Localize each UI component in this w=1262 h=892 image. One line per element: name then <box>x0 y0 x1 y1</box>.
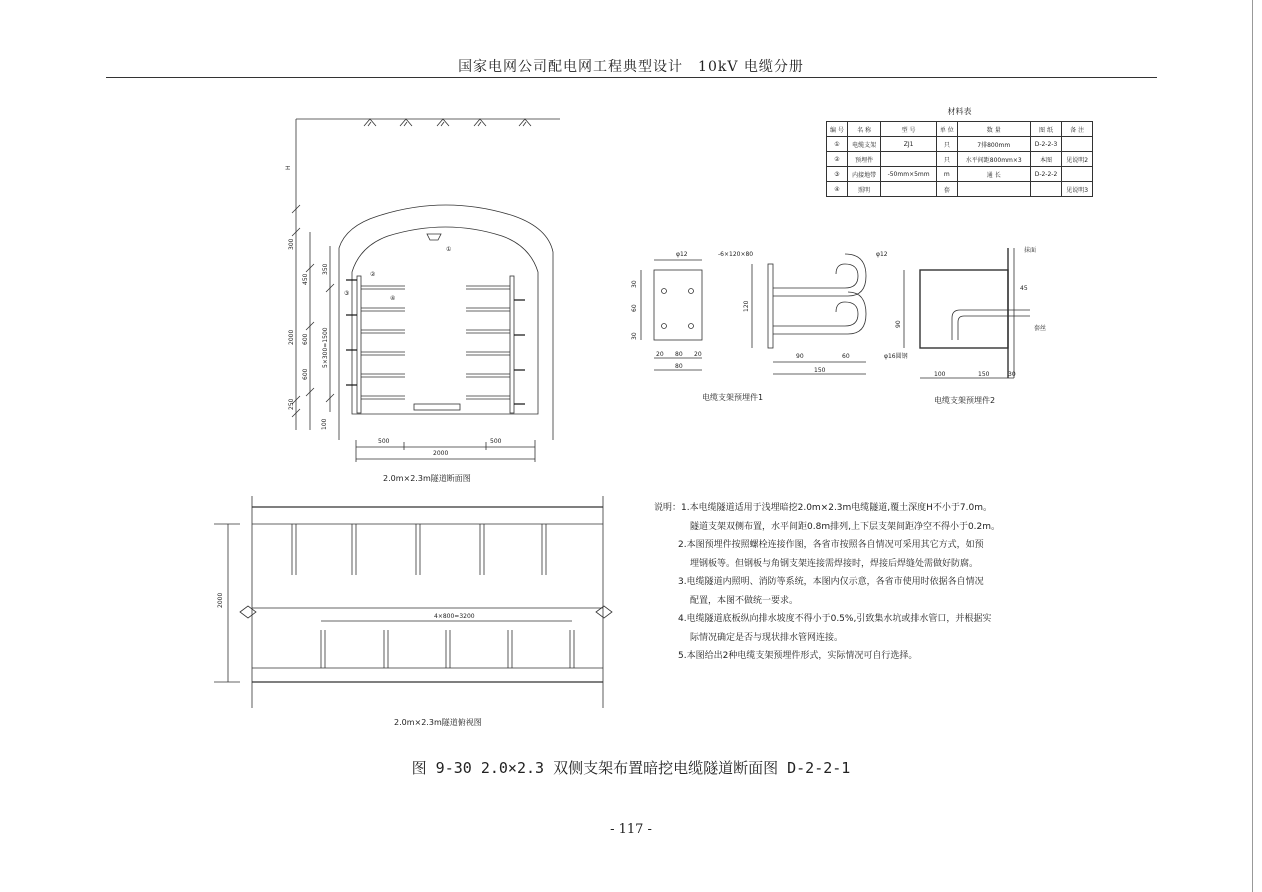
embed1-hook-top <box>773 264 858 288</box>
dim-350: 350 <box>322 263 329 275</box>
table-cell: 预埋件 <box>847 152 880 167</box>
dim-250: 250 <box>288 398 295 410</box>
embed1-hook-bottom <box>773 302 858 326</box>
dim-500-right: 500 <box>490 438 502 445</box>
note-line: 2.本图预埋件按照螺栓连接作图，各省市按照各自情况可采用其它方式，如预 <box>678 540 984 550</box>
light-fixture <box>427 234 441 240</box>
table-cell: -50mm×5mm <box>881 167 937 182</box>
embed2-dim-90: 90 <box>895 320 902 328</box>
table-cell: 通 长 <box>957 167 1030 182</box>
embed2-label: 电缆支架预埋件2 <box>934 396 996 405</box>
table-cell: 见说明3 <box>1062 182 1093 197</box>
plan-brackets-bottom <box>321 630 574 668</box>
table-cell: 7排800mm <box>957 137 1030 152</box>
embed1-dim-80b: 80 <box>675 363 683 370</box>
dim-300: 300 <box>288 238 295 250</box>
table-cell: ① <box>827 137 848 152</box>
right-bracket-column <box>510 276 514 413</box>
embed1-dim-120: 120 <box>743 300 750 312</box>
table-cell: 只 <box>936 152 957 167</box>
table-cell: 本图 <box>1030 152 1062 167</box>
col-header: 图 纸 <box>1030 122 1062 137</box>
table-row <box>827 167 1093 182</box>
page-number: - 117 - <box>610 822 652 837</box>
note-line: 3.电缆隧道内照明、消防等系统，本图内仅示意，各省市使用时依据各自情况 <box>678 577 984 587</box>
material-table-title: 材料表 <box>947 107 972 116</box>
section-view-label: 2.0m×2.3m隧道断面图 <box>383 474 471 483</box>
col-header: 备 注 <box>1062 122 1093 137</box>
notes-prefix: 说明： <box>654 503 682 513</box>
callout-1-bracket: ② <box>370 271 376 278</box>
note-line <box>654 499 994 518</box>
embed1-dim-150: 150 <box>814 367 826 374</box>
embed1-dim-phi12-b: φ12 <box>876 251 888 258</box>
table-cell: 照明 <box>847 182 880 197</box>
note-line: 4.电缆隧道底板纵向排水坡度不得小于0.5%,引致集水坑或排水管口，并根据实 <box>678 614 992 624</box>
material-table-header-row <box>827 122 1093 137</box>
dim-H: H <box>285 165 292 170</box>
embed1-dim-90: 90 <box>796 353 804 360</box>
dim-100: 100 <box>321 418 328 430</box>
callout-3: ④ <box>390 295 396 302</box>
plan-dim-2000: 2000 <box>217 592 224 608</box>
note-line: 配置，本图不做统一要求。 <box>690 595 799 606</box>
note-line: 际情况确定是否与现状排水管网连接。 <box>690 632 844 643</box>
dim-600-b: 600 <box>302 368 309 380</box>
table-cell: m <box>936 167 957 182</box>
anchor-bolts <box>346 280 525 404</box>
page-header-title: 国家电网公司配电网工程典型设计 10kV 电缆分册 <box>458 59 804 75</box>
col-header: 单 位 <box>936 122 957 137</box>
embed2-round-bar <box>952 310 1030 340</box>
embed2-concrete-block <box>920 270 1008 348</box>
figure-caption: 图 9-30 2.0×2.3 双侧支架布置暗挖电缆隧道断面图 D-2-2-1 <box>411 759 851 777</box>
ground-hatch <box>364 119 531 126</box>
table-cell: D-2-2-3 <box>1030 137 1062 152</box>
design-notes <box>654 499 1001 666</box>
embed2-note-thread: 套丝 <box>1034 325 1047 332</box>
dim-ticks <box>292 205 334 417</box>
embed1-dim-60: 60 <box>631 304 638 312</box>
table-cell <box>1030 182 1062 197</box>
table-cell: ZJ1 <box>881 137 937 152</box>
embed1-dim-60b: 60 <box>842 353 850 360</box>
table-row <box>827 152 1093 167</box>
drain-channel <box>414 404 460 410</box>
table-row <box>827 137 1093 152</box>
embed1-label: 电缆支架预埋件1 <box>702 393 764 402</box>
table-cell: ④ <box>827 182 848 197</box>
note-text: 1.本电缆隧道适用于浅埋暗挖2.0m×2.3m电缆隧道,覆土深度H不小于7.0m。 <box>681 503 993 513</box>
embed1-dim-20a: 20 <box>656 351 664 358</box>
dim-2000: 2000 <box>288 329 295 345</box>
table-cell <box>957 182 1030 197</box>
embed2-dim-100: 100 <box>934 371 946 378</box>
table-cell: 只 <box>936 137 957 152</box>
dim-2000-bottom: 2000 <box>433 450 449 457</box>
dim-5x300: 5×300=1500 <box>322 327 329 368</box>
dim-450: 450 <box>302 273 309 285</box>
table-cell <box>881 152 937 167</box>
embed1-dim-30b: 30 <box>631 332 638 340</box>
plan-dim-4x800: 4×800=3200 <box>434 613 475 620</box>
note-line: 5.本图给出2种电缆支架预埋件形式，实际情况可自行选择。 <box>678 651 918 661</box>
tunnel-outer-wall <box>339 205 553 440</box>
left-brackets <box>361 286 405 399</box>
plan-view-label: 2.0m×2.3m隧道俯视图 <box>394 718 482 727</box>
embed1-dim-80a: 80 <box>675 351 683 358</box>
table-cell: D-2-2-2 <box>1030 167 1062 182</box>
table-cell: ② <box>827 152 848 167</box>
left-bracket-column <box>357 276 361 413</box>
table-cell: 套 <box>936 182 957 197</box>
embed2-dim-30: 30 <box>1008 371 1016 378</box>
embed2-dim-150: 150 <box>978 371 990 378</box>
dim-500-left: 500 <box>378 438 390 445</box>
embed2-dim-45: 45 <box>1020 285 1028 292</box>
table-cell: 内接地带 <box>847 167 880 182</box>
table-cell: 见说明2 <box>1062 152 1093 167</box>
embed2-note-bar: φ16圆钢 <box>884 353 908 360</box>
table-cell: 电缆支架 <box>847 137 880 152</box>
embed1-plate-front <box>654 270 702 340</box>
material-table <box>826 121 1093 197</box>
embed1-dim-20b: 20 <box>694 351 702 358</box>
table-cell: ③ <box>827 167 848 182</box>
col-header: 编 号 <box>827 122 848 137</box>
embed1-dim-plate: -6×120×80 <box>718 251 754 258</box>
callout-2: ③ <box>344 290 350 297</box>
plan-brackets-top <box>292 524 546 575</box>
col-header: 型 号 <box>881 122 937 137</box>
embed1-dim-30a: 30 <box>631 280 638 288</box>
dim-600-a: 600 <box>302 333 309 345</box>
table-cell <box>881 182 937 197</box>
right-brackets <box>466 286 510 399</box>
table-row <box>827 182 1093 197</box>
col-header: 数 量 <box>957 122 1030 137</box>
plan-view <box>214 496 612 708</box>
embed1-dim-phi12: φ12 <box>676 251 688 258</box>
embed1-plate-side <box>768 264 773 348</box>
callout-1-light: ① <box>446 246 452 253</box>
table-cell <box>1062 167 1093 182</box>
note-line: 埋钢板等。但钢板与角钢支架连接需焊接时，焊接后焊缝处需做好防腐。 <box>690 558 979 569</box>
table-cell: 水平间距800mm×3 <box>957 152 1030 167</box>
embed2-note-plaster: 抹面 <box>1024 247 1037 254</box>
table-cell <box>1062 137 1093 152</box>
col-header: 名 称 <box>847 122 880 137</box>
note-line: 隧道支架双侧布置，水平间距0.8m排列,上下层支架间距净空不得小于0.2m。 <box>690 521 1001 532</box>
